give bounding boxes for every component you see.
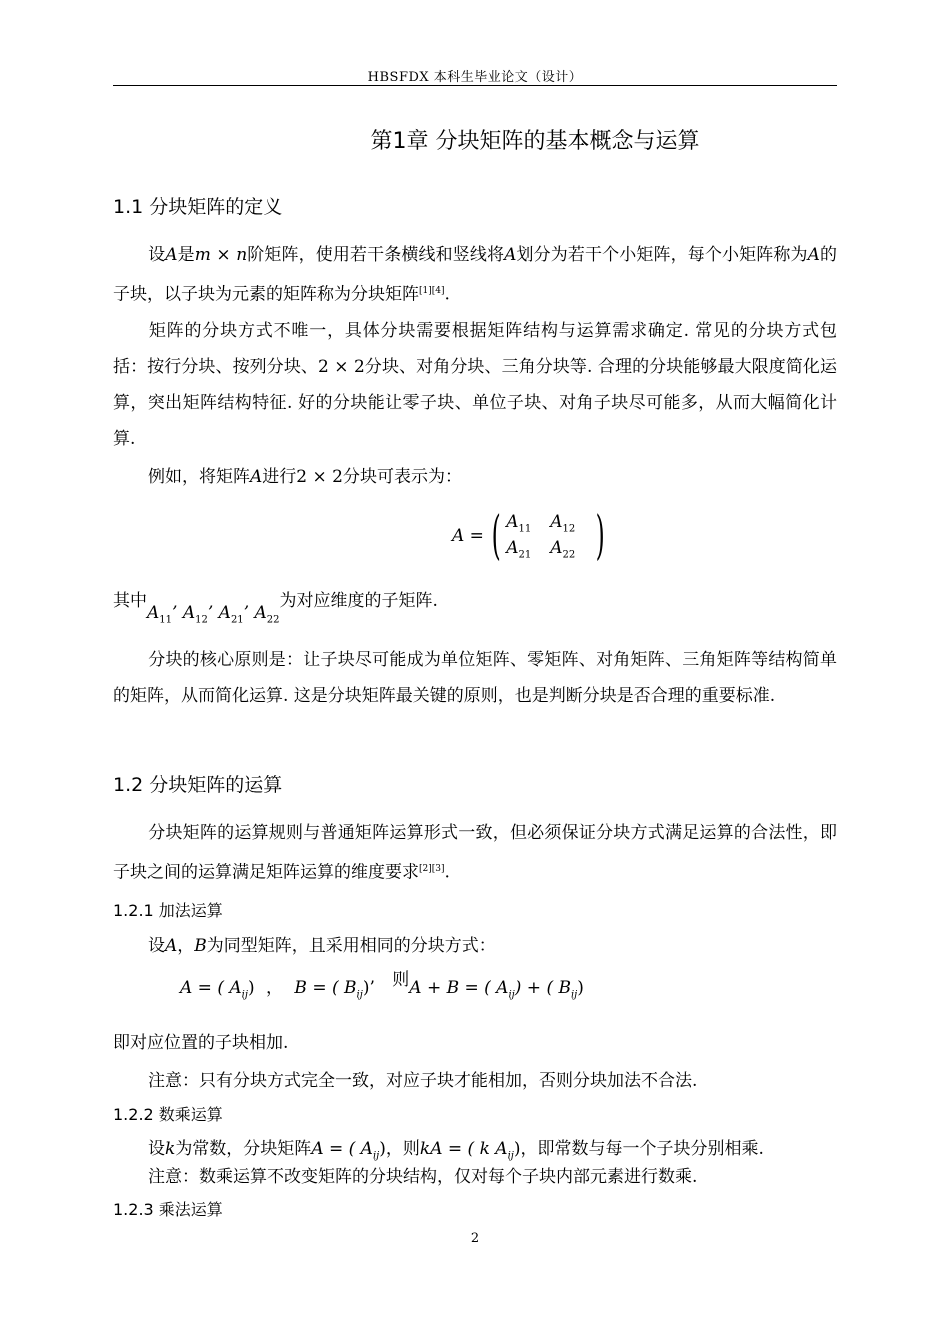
- citation: [1][4]: [419, 286, 445, 296]
- addition-premise: 设A，B为同型矩阵，且采用相同的分块方式：: [148, 936, 496, 956]
- paragraph-operations-intro: 分块矩阵的运算规则与普通矩阵运算形式一致，但必须保证分块方式满足运算的合法性，即子块之间的运算满足矩阵运算的维度要求[2][3].: [113, 823, 837, 883]
- section-title-1-1: 1.1 分块矩阵的定义: [113, 196, 283, 218]
- addition-equation: A = ( $A_{ij}$) ， B = ( $B_{ij}$)’ 则A + B = ( $A_{ij}$) + ( $B_{ij}$): [180, 970, 584, 1001]
- subsection-title-1-2-3: 1.2.3 乘法运算: [113, 1200, 223, 1219]
- subsection-title-1-2-2: 1.2.2 数乘运算: [113, 1105, 223, 1124]
- block-matrix-equation: A = ( $A_{11}$ $A_{12}$ $A_{21}$ $A_{22}$ ): [452, 506, 605, 566]
- matrix-entry-12: $A_{12}$: [550, 511, 576, 535]
- addition-conclusion: 即对应位置的子块相加.: [113, 1033, 289, 1053]
- running-header: HBSFDX 本科生毕业论文（设计）: [367, 70, 583, 85]
- paragraph-example: 例如，将矩阵A进行2 × 2分块可表示为：: [148, 467, 462, 487]
- scalar-multiplication-note: 注意：数乘运算不改变矩阵的分块结构，仅对每个子块内部元素进行数乘.: [148, 1167, 698, 1187]
- scalar-multiplication-rule: 设k为常数，分块矩阵A = ( $A_{ij}$)，则kA = ( k $A_{ij}$)，即常数与每一个子块分别相乘.: [148, 1139, 764, 1162]
- page-number: 2: [470, 1231, 480, 1246]
- paragraph-submatrices: 其中$A_{11}$’ $A_{12}$’ $A_{21}$’ $A_{22}$为对应维度的子矩阵.: [113, 591, 438, 626]
- header-rule: [113, 85, 837, 86]
- subsection-title-1-2-1: 1.2.1 加法运算: [113, 901, 223, 920]
- citation: [2][3]: [419, 864, 445, 874]
- section-title-1-2: 1.2 分块矩阵的运算: [113, 774, 283, 796]
- paragraph-partition-methods: 矩阵的分块方式不唯一，具体分块需要根据矩阵结构与运算需求确定. 常见的分块方式包括：按行分块、按列分块、2 × 2分块、对角分块、三角分块等. 合理的分块能够最大限度简化运算，突出矩阵结构特征. 好的分块能让零子块、单位子块、对角子块尽可能多，从而大幅简化计算.: [113, 321, 837, 449]
- matrix-entry-21: $A_{21}$: [506, 537, 532, 561]
- addition-note: 注意：只有分块方式完全一致，对应子块才能相加，否则分块加法不合法.: [148, 1071, 698, 1091]
- matrix-entry-11: $A_{11}$: [506, 511, 532, 535]
- chapter-title: 第1章 分块矩阵的基本概念与运算: [370, 129, 700, 154]
- paragraph-definition: 设A是m × n阶矩阵，使用若干条横线和竖线将A划分为若干个小矩阵，每个小矩阵称为A的子块，以子块为元素的矩阵称为分块矩阵[1][4].: [113, 245, 838, 305]
- matrix-entry-22: $A_{22}$: [550, 537, 576, 561]
- paragraph-core-principle: 分块的核心原则是：让子块尽可能成为单位矩阵、零矩阵、对角矩阵、三角矩阵等结构简单的矩阵，从而简化运算. 这是分块矩阵最关键的原则，也是判断分块是否合理的重要标准.: [113, 650, 837, 706]
